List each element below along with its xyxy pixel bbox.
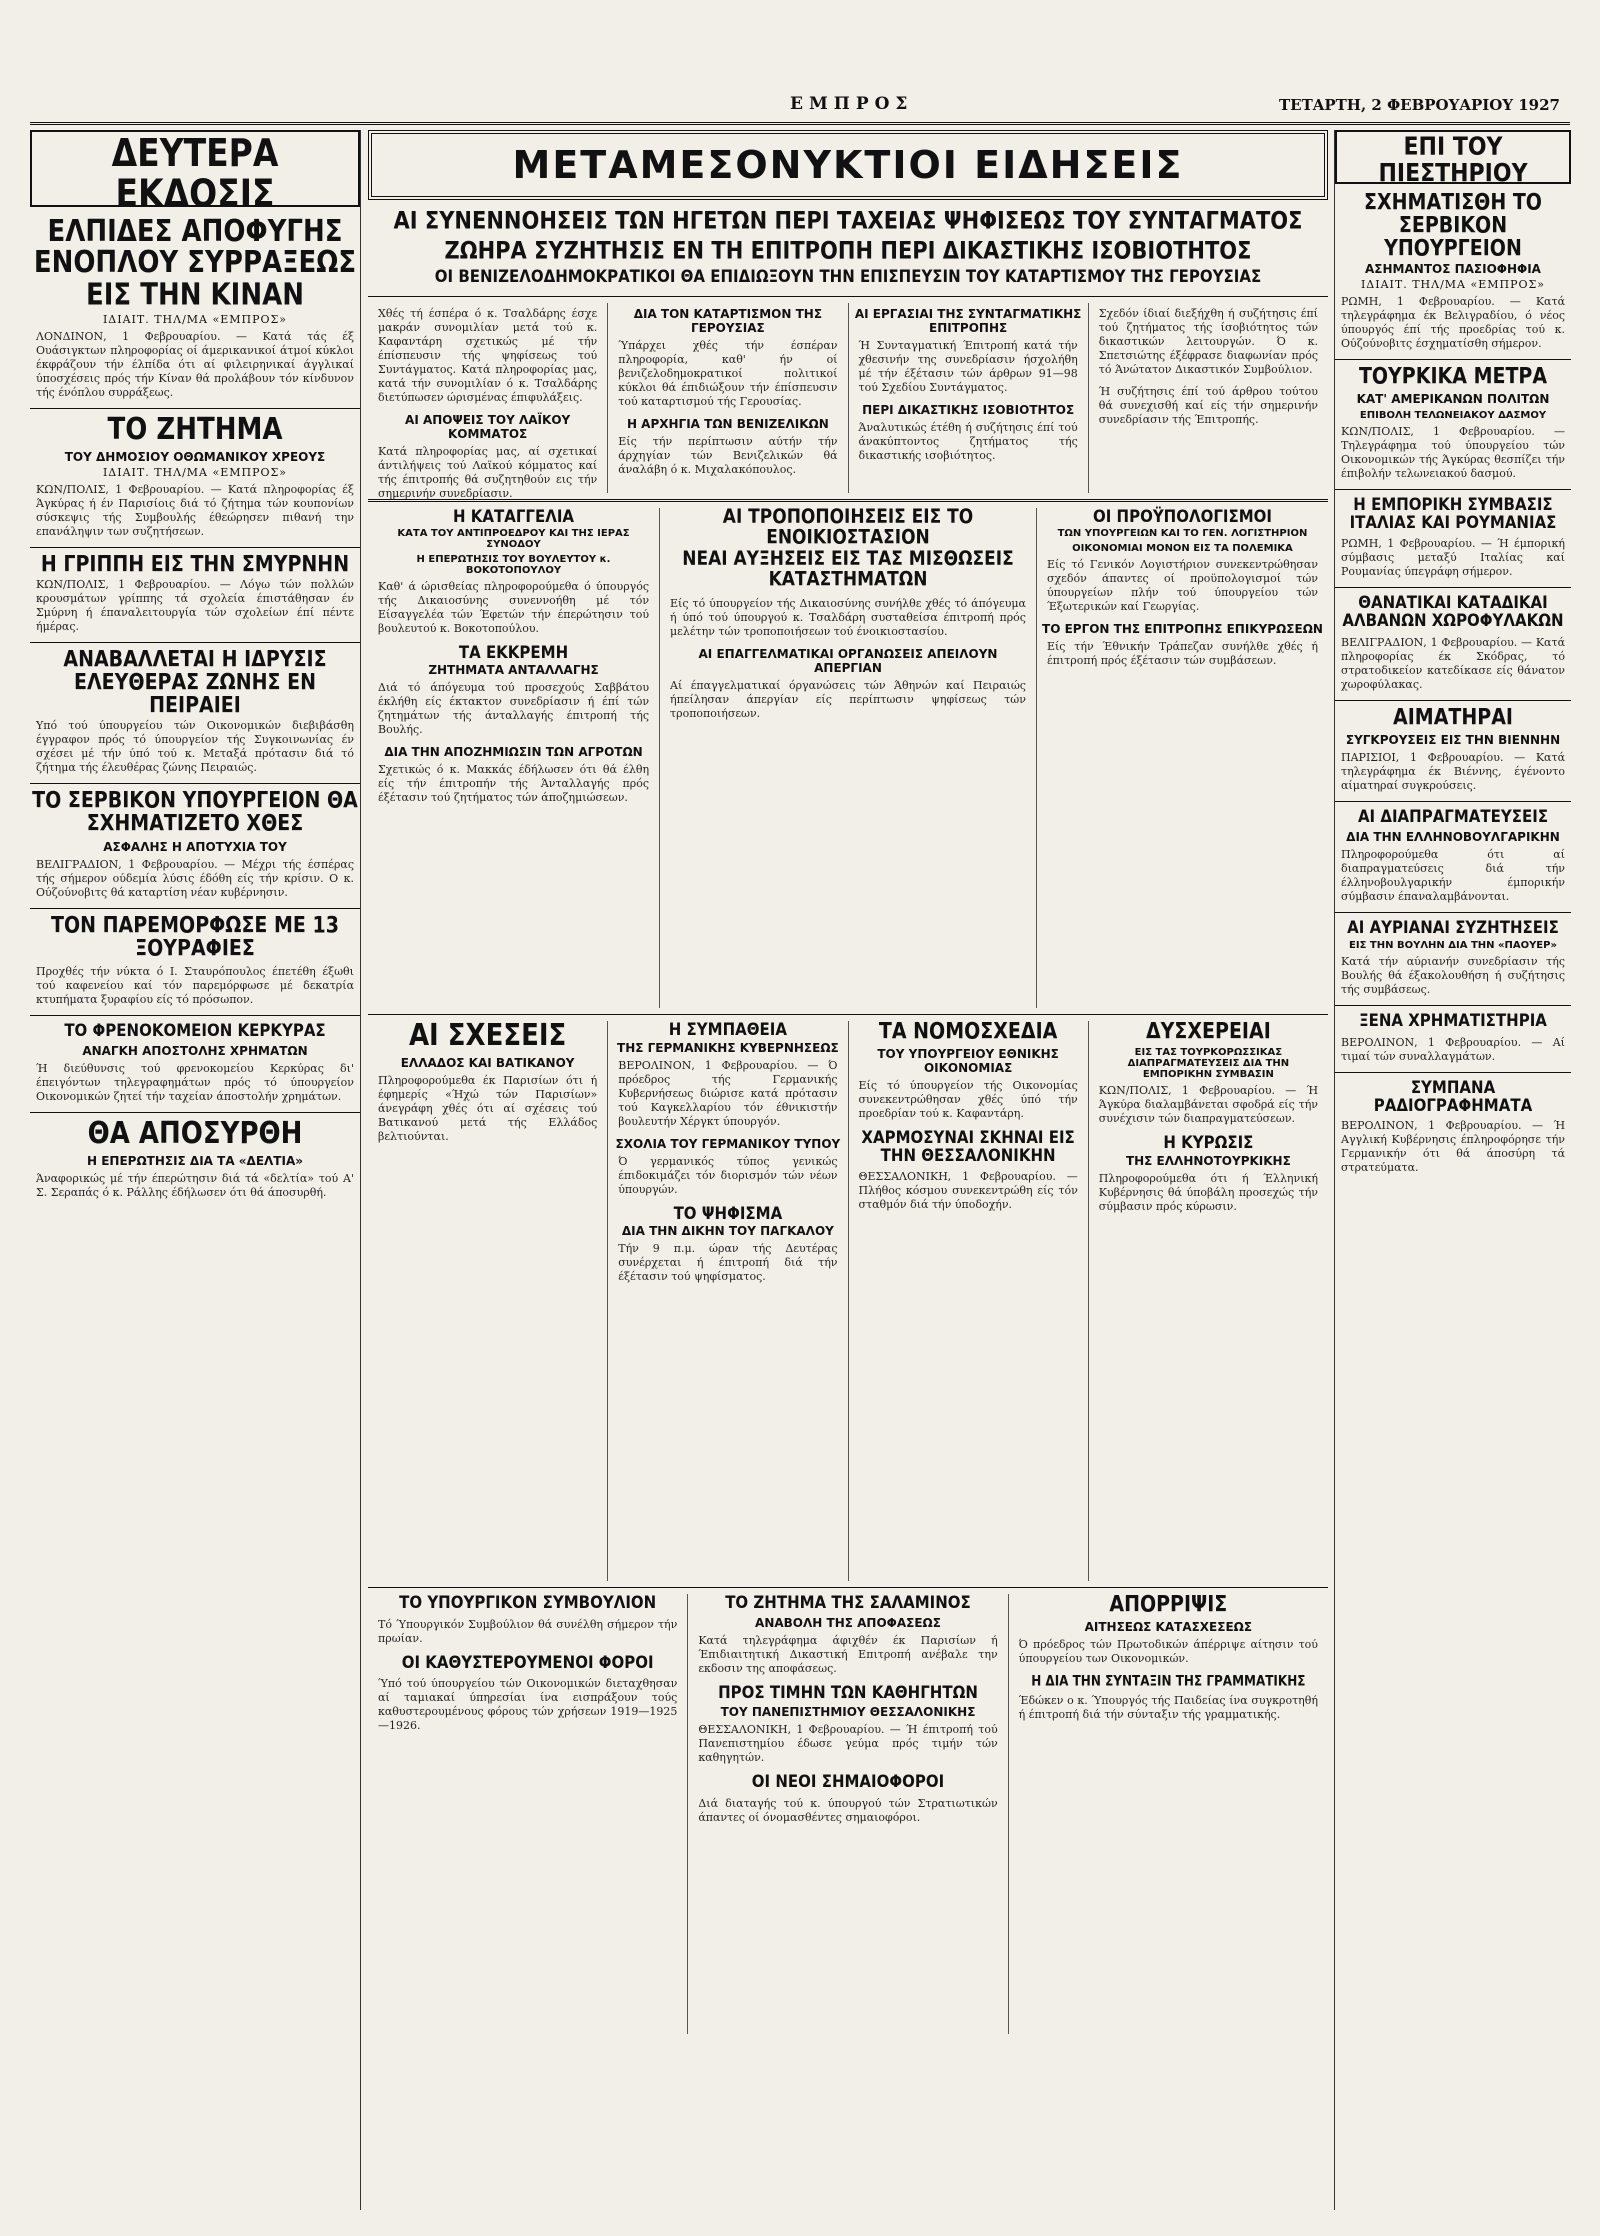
left-story-3	[30, 554, 360, 634]
left-story-6-text: Προχθές τήν νύκτα ό Ι. Σταυρόπουλος έπετέθη έξωθι τού καφενείου καί τόν παρεμόρφωσε μέ δεκατρία κτυπήματα ξυραφίου είς τό πρόσωπον.	[36, 964, 354, 1006]
lead-headline-2: ΖΩΗΡΑ ΣΥΖΗΤΗΣΙΣ ΕΝ ΤΗ ΕΠΙΤΡΟΠΗ ΠΕΡΙ ΔΙΚΑΣΤΙΚΗΣ ΙΣΟΒΙΟΤΗΤΟΣ	[444, 236, 1252, 265]
mid-2-headline-2: ΝΕΑΙ ΑΥΞΗΣΕΙΣ ΕΙΣ ΤΑΣ ΜΙΣΘΩΣΕΙΣ ΚΑΤΑΣΤΗΜΑΤΩΝ	[682, 547, 1014, 591]
center-column	[368, 130, 1328, 2210]
bottom-1-headline-2: ΟΙ ΚΑΘΥΣΤΕΡΟΥΜΕΝΟΙ ΦΟΡΟΙ	[401, 1651, 654, 1672]
lead-column-3-subhead: ΑΙ ΕΡΓΑΣΙΑΙ ΤΗΣ ΣΥΝΤΑΓΜΑΤΙΚΗΣ ΕΠΙΤΡΟΠΗΣ	[854, 306, 1082, 335]
lower-2-text: ΒΕΡΟΛΙΝΟΝ, 1 Φεβρουαρίου. — Ό πρόεδρος τής Γερμανικής Κυβερνήσεως διώρισε κατά πρότασιν τού Καγκελλαρίου τόν έθνικιστήν βουλευτήν Χέργκτ ύπουργόν.	[618, 1058, 838, 1128]
lead-column-4-text: Σχεδόν ίδιαί διεξήχθη ή συζήτησις έπί τού ζητήματος τής ίσοβιότητος τών δικαστικών λειτουργών. Ό κ. Σπετσιώτης έξέφρασε διαφωνίαν πρός τό Άνώτατον Δικαστικόν Συμβούλιον.	[1098, 306, 1318, 376]
right-story-9	[1335, 1076, 1571, 1175]
lower-4-headline-2: Η ΚΥΡΩΣΙΣ	[1163, 1131, 1254, 1153]
bottom-2-subhead-2: ΤΟΥ ΠΑΝΕΠΙΣΤΗΜΙΟΥ ΘΕΣΣΑΛΟΝΙΚΗΣ	[720, 1705, 976, 1720]
left-story-8	[30, 1116, 360, 1200]
lower-3-headline-2: ΧΑΡΜΟΣΥΝΑΙ ΣΚΗΝΑΙ ΕΙΣ ΤΗΝ ΘΕΣΣΑΛΟΝΙΚΗΝ	[861, 1126, 1075, 1166]
mid-column-2	[660, 505, 1037, 1008]
right-story-3-headline: Η ΕΜΠΟΡΙΚΗ ΣΥΜΒΑΣΙΣ ΙΤΑΛΙΑΣ ΚΑΙ ΡΟΥΜΑΝΙΑΣ	[1349, 493, 1557, 533]
left-story-5-headline: ΤΟ ΣΕΡΒΙΚΟΝ ΥΠΟΥΡΓΕΙΟΝ ΘΑ ΣΧΗΜΑΤΙΖΕΤΟ ΧΘΕΣ	[32, 787, 358, 837]
left-story-4-text: Υπό τού ύπουργείου τών Οικονομικών διεβιβάσθη έγγραφον πρός τό ύπουργείον τής Συγκοινωνίας έν σχέσει μέ τήν ύπό τού κ. Μεταξά πρότασιν διά τό ζήτημα τής έλευθέρας ζώνης Πειραιώς.	[36, 719, 354, 775]
bottom-3-subhead: ΑΙΤΗΣΕΩΣ ΚΑΤΑΣΧΕΣΕΩΣ	[1084, 1619, 1253, 1634]
divider	[1335, 1005, 1571, 1006]
lead-column-1-text: Χθές τή έσπέρα ό κ. Τσαλδάρης έσχε μακράν συνομιλίαν μετά τού κ. Καφαντάρη σχετικώς μέ τήν έπίσπευσιν τής ψηφίσεως τού Συντάγματος. Κατά πληροφορίας μας, κατά τήν συνομιλίαν ό κ. Τσαλδάρης διετύπωσεν ώρισμένας έπιφυλάξεις.	[378, 306, 598, 404]
mid-3-text-2: Είς τήν Έθνικήν Τράπεζαν συνήλθε χθές ή έπιτροπή πρός έξέτασιν τών συμβάσεων.	[1046, 639, 1318, 667]
lower-2-headline-2: ΤΟ ΨΗΦΙΣΜΑ	[673, 1202, 783, 1223]
left-story-5-subhead: ΑΣΦΑΛΗΣ Η ΑΠΟΤΥΧΙΑ ΤΟΥ	[103, 840, 287, 855]
left-story-8-subhead: Η ΕΠΕΡΩΤΗΣΙΣ ΔΙΑ ΤΑ «ΔΕΛΤΙΑ»	[87, 1154, 303, 1169]
bottom-3-headline: ΑΠΟΡΡΙΨΙΣ	[1109, 1591, 1228, 1617]
divider	[1335, 1072, 1571, 1073]
right-story-3-text: ΡΩΜΗ, 1 Φεβρουαρίου. — Ή έμπορική σύμβασις μεταξύ Ιταλίας καί Ρουμανίας ύπεγράφη σήμερον.	[1341, 537, 1565, 579]
mid-2-headline: ΑΙ ΤΡΟΠΟΠΟΙΗΣΕΙΣ ΕΙΣ ΤΟ ΕΝΟΙΚΙΟΣΤΑΣΙΟΝ	[722, 505, 974, 550]
mid-column-3	[1037, 505, 1328, 1008]
mid-3-subhead-3: ΤΟ ΕΡΓΟΝ ΤΗΣ ΕΠΙΤΡΟΠΗΣ ΕΠΙΚΥΡΩΣΕΩΝ	[1042, 621, 1323, 636]
divider	[368, 1014, 1328, 1015]
bottom-2-headline-2: ΠΡΟΣ ΤΙΜΗΝ ΤΩΝ ΚΑΘΗΓΗΤΩΝ	[718, 1681, 978, 1702]
lower-2-text-2: Ό γερμανικός τύπος γενικώς έπιδοκιμάζει τόν διορισμόν τών νέων ύπουργών.	[618, 1154, 838, 1196]
right-story-2-text: ΚΩΝ/ΠΟΛΙΣ, 1 Φεβρουαρίου. — Τηλεγράφημα τού ύπουργείου τών Οικονομικών τής Άγκύρας θεσπίζει τήν έπιβολήν τελωνειακού δασμού.	[1341, 424, 1565, 480]
lower-2-subhead-2: ΣΧΟΛΙΑ ΤΟΥ ΓΕΡΜΑΝΙΚΟΥ ΤΥΠΟΥ	[615, 1136, 841, 1151]
bottom-column-2	[688, 1591, 1008, 2034]
left-story-3-headline: Η ΓΡΙΠΠΗ ΕΙΣ ΤΗΝ ΣΜΥΡΝΗΝ	[40, 552, 350, 578]
bottom-3-headline-2: Η ΔΙΑ ΤΗΝ ΣΥΝΤΑΞΙΝ ΤΗΣ ΓΡΑΜΜΑΤΙΚΗΣ	[1031, 1672, 1306, 1689]
lead-column-1-text-2: Κατά πληροφορίας μας, αί σχετικαί άντιλήψεις τού Λαϊκού κόμματος καί τής έπιτροπής θά συζητηθούν εις τήν σημερινήν συνεδρίασιν.	[378, 444, 598, 500]
right-story-6-subhead: ΔΙΑ ΤΗΝ ΕΛΛΗΝΟΒΟΥΛΓΑΡΙΚΗΝ	[1346, 829, 1560, 844]
right-story-5-subhead: ΣΥΓΚΡΟΥΣΕΙΣ ΕΙΣ ΤΗΝ ΒΙΕΝΝΗΝ	[1345, 732, 1561, 747]
divider	[30, 908, 360, 909]
bottom-3-text-2: Έδώκεν ο κ. Ύπουργός τής Παιδείας ίνα συγκροτηθή ή έπιτροπή διά τήν σύνταξιν τής γραμματικής.	[1018, 1694, 1318, 1722]
left-story-8-headline: ΘΑ ΑΠΟΣΥΡΘΗ	[87, 1116, 303, 1151]
right-story-1	[1335, 189, 1571, 351]
bottom-2-headline-3: ΟΙ ΝΕΟΙ ΣΗΜΑΙΟΦΟΡΟΙ	[751, 1771, 945, 1792]
lead-column-2	[608, 303, 848, 493]
left-story-8-text: Άναφορικώς μέ τήν έπερώτησιν διά τά «δελτία» τού Α' Σ. Σεραπάς ό κ. Ράλλης έδήλωσεν ότι θά άποσυρθή.	[36, 1172, 354, 1200]
right-story-5	[1335, 704, 1571, 793]
mid-1-subhead-2: Η ΕΠΕΡΩΤΗΣΙΣ ΤΟΥ ΒΟΥΛΕΥΤΟΥ κ. ΒΟΚΟΤΟΠΟΥΛΟΥ	[416, 553, 611, 576]
right-story-6-headline: ΑΙ ΔΙΑΠΡΑΓΜΑΤΕΥΣΕΙΣ	[1357, 805, 1549, 827]
lower-column-3	[849, 1018, 1089, 1581]
divider	[1335, 359, 1571, 360]
lead-column-3-text-2: Άναλυτικώς έτέθη ή συζήτησις έπί τού άνακύπτοντος ζητήματος τής δικαστικής ισοβιότητος.	[858, 420, 1078, 462]
left-story-7-headline: ΤΟ ΦΡΕΝΟΚΟΜΕΙΟΝ ΚΕΡΚΥΡΑΣ	[64, 1019, 326, 1041]
mid-3-text: Είς τό Γενικόν Λογιστήριον συνεκεντρώθησαν σχεδόν άπαντες οί προϋπολογισμοί τών ύπουργείων πλήν τού ύπουργείου τών Έξωτερικών καί Γεωργίας.	[1046, 557, 1318, 613]
divider	[1335, 912, 1571, 913]
lead-column-4-text-2: Ή συζήτησις έπί τού άρθρου τούτου θά συνεχισθή καί είς τήν σημερινήν συνεδρίασιν τής Έπιτροπής.	[1098, 384, 1318, 426]
left-story-1-text: ΛΟΝΔΙΝΟΝ, 1 Φεβρουαρίου. — Κατά τάς έξ Ουάσιγκτων πληροφορίας οί άμερικανικοί άτμοί κύκλοι έκφράζουν τήν έλπίδα ότι αί φιλειρηνικαί άγγλικαί ύποσχέσεις πρός τήν Κίναν θά προλάβουν τόν κίνδυνον τής ένόπλου συρράξεως.	[36, 330, 354, 400]
mid-1-headline: Η ΚΑΤΑΓΓΕΛΙΑ	[453, 505, 575, 527]
bottom-section	[368, 1591, 1328, 2034]
right-story-1-subhead: ΑΣΗΜΑΝΤΟΣ ΠΑΣΙΟΦΗΦΙΑ	[1365, 262, 1541, 276]
divider	[30, 642, 360, 643]
lower-4-subhead-2: ΤΗΣ ΕΛΛΗΝΟΤΟΥΡΚΙΚΗΣ	[1125, 1153, 1291, 1168]
divider	[368, 296, 1328, 297]
divider	[1335, 801, 1571, 802]
mid-section	[368, 505, 1328, 1008]
bottom-2-text-3: Διά διαταγής τού κ. ύπουργού τών Στρατιωτικών άπαντες οί όνομασθέντες σημαιοφόροι.	[698, 1797, 998, 1825]
right-story-2-subhead-2: ΕΠΙΒΟΛΗ ΤΕΛΩΝΕΙΑΚΟΥ ΔΑΣΜΟΥ	[1359, 409, 1547, 421]
left-story-1	[30, 214, 360, 400]
mid-3-headline: ΟΙ ΠΡΟΫΠΟΛΟΓΙΣΜΟΙ	[1092, 505, 1272, 527]
right-section-box	[1335, 130, 1571, 189]
right-story-1-headline: ΣΧΗΜΑΤΙΣΘΗ ΤΟ ΣΕΡΒΙΚΟΝ ΥΠΟΥΡΓΕΙΟΝ	[1364, 189, 1542, 262]
mid-column-1	[368, 505, 660, 1008]
bottom-2-text: Κατά τηλεγράφημα άφιχθέν έκ Παρισίων ή Έπιδιαιτητική Δικαστική Επιτροπή ανέβαλε την εκδοσιν της αποφάσεως.	[698, 1633, 998, 1675]
left-story-7-text: Ή διεύθυνσις τού φρενοκομείου Κερκύρας δι' έπειγόντων τηλεγραφημάτων πρός τό ύπουργείον Οικονομικών ζητεί τήν ταχείαν άποστολήν χρημάτων.	[36, 1061, 354, 1103]
mid-1-text-2: Διά τό άπόγευμα τού προσεχούς Σαββάτου έκλήθη είς έκτακτον συνεδρίασιν ή έπί τών ζητημάτων τής άνταλλαγής έπιτροπή τής Βουλής.	[378, 681, 650, 737]
left-story-1-headline: ΕΛΠΙΔΕΣ ΑΠΟΦΥΓΗΣ ΕΝΟΠΛΟΥ ΣΥΡΡΑΞΕΩΣ ΕΙΣ ΤΗΝ ΚΙΝΑΝ	[33, 214, 357, 313]
left-story-5	[30, 787, 360, 900]
left-story-6-headline: ΤΟΝ ΠΑΡΕΜΟΡΦΩΣΕ ΜΕ 13 ΞΟΥΡΑΦΙΕΣ	[51, 912, 339, 962]
right-story-1-text: ΡΩΜΗ, 1 Φεβρουαρίου. — Κατά τηλεγράφημα έκ Βελιγραδίου, ό νέος ύπουργός έπί τής προεδρίας τού κ. Ούζούνοβιτς έσχηματίσθη σήμερον.	[1341, 295, 1565, 350]
lead-headline-3: ΟΙ ΒΕΝΙΖΕΛΟΔΗΜΟΚΡΑΤΙΚΟΙ ΘΑ ΕΠΙΔΙΩΞΟΥΝ ΤΗΝ ΕΠΙΣΠΕΥΣΙΝ ΤΟΥ ΚΑΤΑΡΤΙΣΜΟΥ ΤΗΣ ΓΕΡΟΥΣΙΑΣ	[434, 265, 1262, 287]
left-story-6	[30, 912, 360, 1007]
right-story-6-text: Πληροφορούμεθα ότι αί διαπραγματεύσεις διά τήν έλληνοβουλγαρικήν έμπορικήν σύμβασιν έπαναλαμβάνονται.	[1341, 847, 1565, 903]
divider	[1335, 489, 1571, 490]
lead-column-3	[849, 303, 1089, 493]
lower-column-4	[1089, 1018, 1328, 1581]
right-section-title: ΕΠΙ ΤΟΥ ΠΙΕΣΤΗΡΙΟΥ	[1378, 132, 1528, 189]
lead-headline-1: ΑΙ ΣΥΝΕΝΝΟΗΣΕΙΣ ΤΩΝ ΗΓΕΤΩΝ ΠΕΡΙ ΤΑΧΕΙΑΣ ΨΗΦΙΣΕΩΣ ΤΟΥ ΣΥΝΤΑΓΜΑΤΟΣ	[393, 206, 1303, 235]
mid-2-text-2: Αί έπαγγελματικαί όργανώσεις τών Άθηνών καί Πειραιώς ήπείλησαν άπεργίαν είς περίπτωσιν ψηφίσεως τών τροποποιήσεων.	[670, 679, 1026, 721]
mid-1-subhead-3: ΖΗΤΗΜΑΤΑ ΑΝΤΑΛΛΑΓΗΣ	[428, 663, 599, 678]
right-story-6	[1335, 805, 1571, 904]
bottom-2-headline: ΤΟ ΖΗΤΗΜΑ ΤΗΣ ΣΑΛΑΜΙΝΟΣ	[725, 1591, 971, 1613]
right-story-7-subhead: ΕΙΣ ΤΗΝ ΒΟΥΛΗΝ ΔΙΑ ΤΗΝ «ΠΑΟΥΕΡ»	[1349, 940, 1557, 952]
bottom-column-1	[368, 1591, 688, 2034]
left-section-box	[30, 130, 360, 216]
divider	[30, 547, 360, 548]
left-story-2-byline: ΙΔΙΑΙΤ. ΤΗΛ/ΜΑ «ΕΜΠΡΟΣ»	[102, 466, 288, 480]
right-column	[1334, 130, 1571, 2210]
right-story-8-text: ΒΕΡΟΛΙΝΟΝ, 1 Φεβρουαρίου. — Αί τιμαί τών συναλλαγμάτων.	[1341, 1036, 1565, 1064]
divider	[30, 408, 360, 409]
left-story-1-byline: ΙΔΙΑΙΤ. ΤΗΛ/ΜΑ «ΕΜΠΡΟΣ»	[102, 313, 288, 327]
masthead-date: ΤΕΤΑΡΤΗ, 2 ΦΕΒΡΟΥΑΡΙΟΥ 1927	[1278, 96, 1560, 114]
bottom-2-subhead: ΑΝΑΒΟΛΗ ΤΗΣ ΑΠΟΦΑΣΕΩΣ	[755, 1615, 941, 1630]
left-story-5-text: ΒΕΛΙΓΡΑΔΙΟΝ, 1 Φεβρουαρίου. — Μέχρι τής έσπέρας τής σήμερον ούδεμία λύσις έδόθη είς τήν κρίσιν. Ο κ. Ούζούνοβιτς θά καταρτίση νέαν κυβέρνησιν.	[36, 858, 354, 900]
lead-column-2-subhead: ΔΙΑ ΤΟΝ ΚΑΤΑΡΤΙΣΜΟΝ ΤΗΣ ΓΕΡΟΥΣΙΑΣ	[633, 306, 823, 335]
divider	[30, 783, 360, 784]
right-story-4-headline: ΘΑΝΑΤΙΚΑΙ ΚΑΤΑΔΙΚΑΙ ΑΛΒΑΝΩΝ ΧΩΡΟΦΥΛΑΚΩΝ	[1342, 592, 1564, 631]
mid-1-text-3: Σχετικώς ό κ. Μακκάς έδήλωσεν ότι θά έλθη είς τήν έπιτροπήν τής Άνταλλαγής πρός έξέτασιν τού ζητήματος τών άποζημιώσεων.	[378, 763, 650, 805]
lower-1-text: Πληροφορούμεθα έκ Παρισίων ότι ή έφημερίς «Ήχώ τών Παρισίων» άνεγράφη χθές ότι αί σχέσεις τού Βατικανού μετά τής Ελλάδος βελτιούνται.	[378, 1074, 598, 1144]
left-story-2-text: ΚΩΝ/ΠΟΛΙΣ, 1 Φεβρουαρίου. — Κατά πληροφορίας έξ Άγκύρας ή έν Παρισίοις διά τό ζήτημα τών κουπονίων σύσκεψις τής Συμβουλής έθεώρησεν πιθανή την επανάληψιν των συζητήσεων.	[36, 483, 354, 539]
right-story-9-headline: ΣΥΜΠΑΝΑ ΡΑΔΙΟΓΡΑΦΗΜΑΤΑ	[1373, 1076, 1533, 1116]
mid-3-subhead: ΤΩΝ ΥΠΟΥΡΓΕΙΩΝ ΚΑΙ ΤΟ ΓΕΝ. ΛΟΓΙΣΤΗΡΙΟΝ	[1057, 527, 1308, 539]
right-story-5-headline: ΑΙΜΑΤΗΡΑΙ	[1393, 704, 1513, 730]
left-story-7-subhead: ΑΝΑΓΚΗ ΑΠΟΣΤΟΛΗΣ ΧΡΗΜΑΤΩΝ	[82, 1043, 308, 1058]
right-story-7-headline: ΑΙ ΑΥΡΙΑΝΑΙ ΣΥΖΗΤΗΣΕΙΣ	[1347, 916, 1559, 938]
right-story-3	[1335, 493, 1571, 580]
lead-column-2-text-2: Είς τήν περίπτωσιν αύτήν τήν άρχηγίαν τών Βενιζελικών θά άναλάβη ό κ. Μιχαλακόπουλος.	[618, 434, 838, 476]
mid-1-headline-2: ΤΑ ΕΚΚΡΕΜΗ	[458, 641, 569, 662]
lower-4-headline: ΔΥΣΧΕΡΕΙΑΙ	[1145, 1018, 1271, 1044]
lower-4-subhead: ΕΙΣ ΤΑΣ ΤΟΥΡΚΟΡΩΣΣΙΚΑΣ ΔΙΑΠΡΑΓΜΑΤΕΥΣΕΙΣ ΔΙΑ ΤΗΝ ΕΜΠΟΡΙΚΗΝ ΣΥΜΒΑΣΙΝ	[1127, 1046, 1290, 1080]
bottom-1-text-2: Ύπό τού ύπουργείου τών Οικονομικών διεταχθησαν αί ταμιακαί ύπηρεσίαι ίνα εισπράξουν τούς καθυστερουμένους φόρους τών χρήσεων 1919—1925—1926.	[378, 1677, 678, 1733]
bottom-1-text: Τό Ύπουργικόν Συμβούλιον θά συνέλθη σήμερον τήν πρωίαν.	[378, 1617, 678, 1645]
mid-3-subhead-2: ΟΙΚΟΝΟΜΙΑΙ ΜΟΝΟΝ ΕΙΣ ΤΑ ΠΟΛΕΜΙΚΑ	[1072, 542, 1293, 554]
right-story-9-text: ΒΕΡΟΛΙΝΟΝ, 1 Φεβρουαρίου. — Ή Αγγλική Κυβέρνησις έπληροφόρησε τήν Γερμανικήν ότι θά άποσύρη τά στρατεύματα.	[1341, 1118, 1565, 1174]
lead-column-1-subhead: ΑΙ ΑΠΟΨΕΙΣ ΤΟΥ ΛΑΪΚΟΥ ΚΟΜΜΑΤΟΣ	[405, 412, 571, 441]
lead-column-2-text: Ύπάρχει χθές τήν έσπέραν πληροφορία, καθ' ήν οί βενιζελοδημοκρατικοί πολιτικοί κύκλοι θά έπιδιώξουν τήν έπίσπευσιν τού καταρτισμού τής Γερουσίας.	[618, 338, 838, 408]
bottom-column-3	[1009, 1591, 1328, 2034]
lower-1-subhead: ΕΛΛΑΔΟΣ ΚΑΙ ΒΑΤΙΚΑΝΟΥ	[400, 1056, 575, 1071]
lower-1-headline: ΑΙ ΣΧΕΣΕΙΣ	[408, 1018, 567, 1054]
lead-column-2-subhead-2: Η ΑΡΧΗΓΙΑ ΤΩΝ ΒΕΝΙΖΕΛΙΚΩΝ	[626, 416, 829, 431]
right-story-2-subhead: ΚΑΤ' ΑΜΕΡΙΚΑΝΩΝ ΠΟΛΙΤΩΝ	[1356, 391, 1550, 406]
mid-2-text: Είς τό ύπουργείον τής Δικαιοσύνης συνήλθε χθές τό άπόγευμα ή ύπό τού ύπουργού κ. Τσαλδάρη συσταθείσα έπιτροπή πρός μελέτην τών τροποποιήσεων τού ένοικιοστασίου.	[670, 597, 1026, 639]
bottom-3-text: Ό πρόεδρος τών Πρωτοδικών άπέρριψε αίτησιν τού ύπουργείου των Οικονομικών.	[1018, 1637, 1318, 1665]
lower-3-headline: ΤΑ ΝΟΜΟΣΧΕΔΙΑ	[878, 1018, 1058, 1044]
lower-column-1	[368, 1018, 608, 1581]
divider	[1335, 700, 1571, 701]
mid-2-subhead: ΑΙ ΕΠΑΓΓΕΛΜΑΤΙΚΑΙ ΟΡΓΑΝΩΣΕΙΣ ΑΠΕΙΛΟΥΝ ΑΠΕΡΓΙΑΝ	[698, 647, 998, 676]
lower-section	[368, 1018, 1328, 1581]
right-story-2	[1335, 363, 1571, 481]
left-story-3-text: ΚΩΝ/ΠΟΛΙΣ, 1 Φεβρουαρίου. — Λόγω τών πολλών κρουσμάτων γρίππης τά σχολεία έπιστάθησαν έν Σμύρνη ή έπαναλειτουργία τών σχολείων έπί πέντε ήμέρας.	[36, 578, 354, 634]
lower-3-text-2: ΘΕΣΣΑΛΟΝΙΚΗ, 1 Φεβρουαρίου. — Πλήθος κόσμου συνεκεντρώθη είς τόν σταθμόν διά τήν ύποδοχήν.	[858, 1170, 1078, 1212]
lower-2-text-3: Τήν 9 π.μ. ώραν τής Δευτέρας συνέρχεται ή έπιτροπή διά τήν έξέτασιν τού ψηφίσματος.	[618, 1242, 838, 1284]
bottom-2-text-2: ΘΕΣΣΑΛΟΝΙΚΗ, 1 Φεβρουαρίου. — Ή έπιτροπή τού Πανεπιστημίου έδωσε γεύμα πρός τιμήν τών καθηγητών.	[698, 1723, 998, 1765]
divider	[30, 1112, 360, 1113]
bottom-1-headline: ΤΟ ΥΠΟΥΡΓΙΚΟΝ ΣΥΜΒΟΥΛΙΟΝ	[399, 1591, 657, 1613]
lower-2-subhead: ΤΗΣ ΓΕΡΜΑΝΙΚΗΣ ΚΥΒΕΡΝΗΣΕΩΣ	[617, 1040, 839, 1055]
lower-3-text: Είς τό ύπουργείον τής Οικονομίας συνεκεντρώθησαν χθές ύπό τήν προεδρίαν τού κ. Καφαντάρη.	[858, 1078, 1078, 1120]
left-story-2-subhead: ΤΟΥ ΔΗΜΟΣΙΟΥ ΟΘΩΜΑΝΙΚΟΥ ΧΡΕΟΥΣ	[64, 450, 326, 465]
left-column	[30, 130, 361, 2210]
right-story-4-text: ΒΕΛΙΓΡΑΔΙΟΝ, 1 Φεβρουαρίου. — Κατά πληροφορίας έκ Σκόδρας, τό στρατοδικείον κατεδίκασε είς θάνατον χωροφύλακας.	[1341, 635, 1565, 691]
lower-4-text-2: Πληροφορούμεθα ότι ή Έλληνική Κυβέρνησις θά ύποβάλη προσεχώς τήν σύμβασιν πρός κύρωσιν.	[1098, 1171, 1318, 1213]
lead-columns	[368, 303, 1328, 500]
lower-4-text: ΚΩΝ/ΠΟΛΙΣ, 1 Φεβρουαρίου. — Ή Άγκύρα διαλαμβάνεται σφοδρά είς τήν συνέχισιν τών διαπραγματεύσεων.	[1098, 1083, 1318, 1125]
lower-2-headline: Η ΣΥΜΠΑΘΕΙΑ	[668, 1018, 787, 1040]
right-story-8	[1335, 1012, 1571, 1064]
lead-column-4	[1089, 303, 1328, 493]
right-story-5-text: ΠΑΡΙΣΙΟΙ, 1 Φεβρουαρίου. — Κατά τηλεγράφημα έκ Βιέννης, έγένοντο αίματηραί συγκρούσεις.	[1341, 750, 1565, 792]
masthead	[30, 92, 1570, 125]
left-story-4-headline: ΑΝΑΒΑΛΛΕΤΑΙ Η ΙΔΡΥΣΙΣ ΕΛΕΥΘΕΡΑΣ ΖΩΝΗΣ ΕΝ ΠΕΙΡΑΙΕΙ	[63, 647, 327, 719]
divider	[30, 1015, 360, 1016]
right-story-7-text: Κατά τήν αύριανήν συνεδρίασιν τής Βουλής θά έξακολουθήση ή συζήτησις τής συμβάσεως.	[1341, 955, 1565, 997]
mid-1-text: Καθ' ά ώρισθείας πληροφορούμεθα ό ύπουργός τής Δικαιοσύνης συνεννοήθη μέ τόν Είσαγγελέα τών Έφετών τήν έπερώτησιν τού βουλευτού κ. Βοκοτοπούλου.	[378, 579, 650, 635]
mid-1-subhead-4: ΔΙΑ ΤΗΝ ΑΠΟΖΗΜΙΩΣΙΝ ΤΩΝ ΑΓΡΟΤΩΝ	[384, 745, 643, 760]
lead-column-3-text: Ή Συνταγματική Έπιτροπή κατά τήν χθεσινήν της συνεδρίασιν ήσχολήθη μέ τήν έξέτασιν τών άρθρων 91—98 τού Σχεδίου Συντάγματος.	[858, 338, 1078, 394]
lower-column-2	[608, 1018, 848, 1581]
divider	[1335, 587, 1571, 588]
right-story-1-byline: ΙΔΙΑΙΤ. ΤΗΛ/ΜΑ «ΕΜΠΡΟΣ»	[1360, 278, 1546, 291]
right-story-8-headline: ΞΕΝΑ ΧΡΗΜΑΤΙΣΤΗΡΙΑ	[1359, 1010, 1547, 1031]
masthead-title: ΕΜΠΡΟΣ	[790, 94, 914, 114]
left-story-7	[30, 1019, 360, 1104]
lead-column-1	[368, 303, 608, 500]
left-story-4	[30, 649, 360, 775]
left-section-title: ΔΕΥΤΕΡΑ ΕΚΔΟΣΙΣ	[111, 130, 279, 216]
divider	[368, 1587, 1328, 1588]
left-story-2-headline: ΤΟ ΖΗΤΗΜΑ	[107, 412, 283, 448]
right-story-4	[1335, 594, 1571, 692]
lower-2-subhead-3: ΔΙΑ ΤΗΝ ΔΙΚΗΝ ΤΟΥ ΠΑΓΚΑΛΟΥ	[621, 1224, 834, 1239]
right-story-2-headline: ΤΟΥΡΚΙΚΑ ΜΕΤΡΑ	[1358, 363, 1548, 389]
banner: ΜΕΤΑΜΕΣΟΝΥΚΤΙΟΙ ΕΙΔΗΣΕΙΣ	[368, 130, 1328, 200]
left-story-2	[30, 412, 360, 539]
right-story-7	[1335, 916, 1571, 998]
mid-1-subhead: ΚΑΤΑ ΤΟΥ ΑΝΤΙΠΡΟΕΔΡΟΥ ΚΑΙ ΤΗΣ ΙΕΡΑΣ ΣΥΝΟΔΟΥ	[397, 527, 630, 550]
lead-column-3-subhead-2: ΠΕΡΙ ΔΙΚΑΣΤΙΚΗΣ ΙΣΟΒΙΟΤΗΤΟΣ	[862, 402, 1075, 417]
lower-3-subhead: ΤΟΥ ΥΠΟΥΡΓΕΙΟΥ ΕΘΝΙΚΗΣ ΟΙΚΟΝΟΜΙΑΣ	[877, 1046, 1059, 1075]
